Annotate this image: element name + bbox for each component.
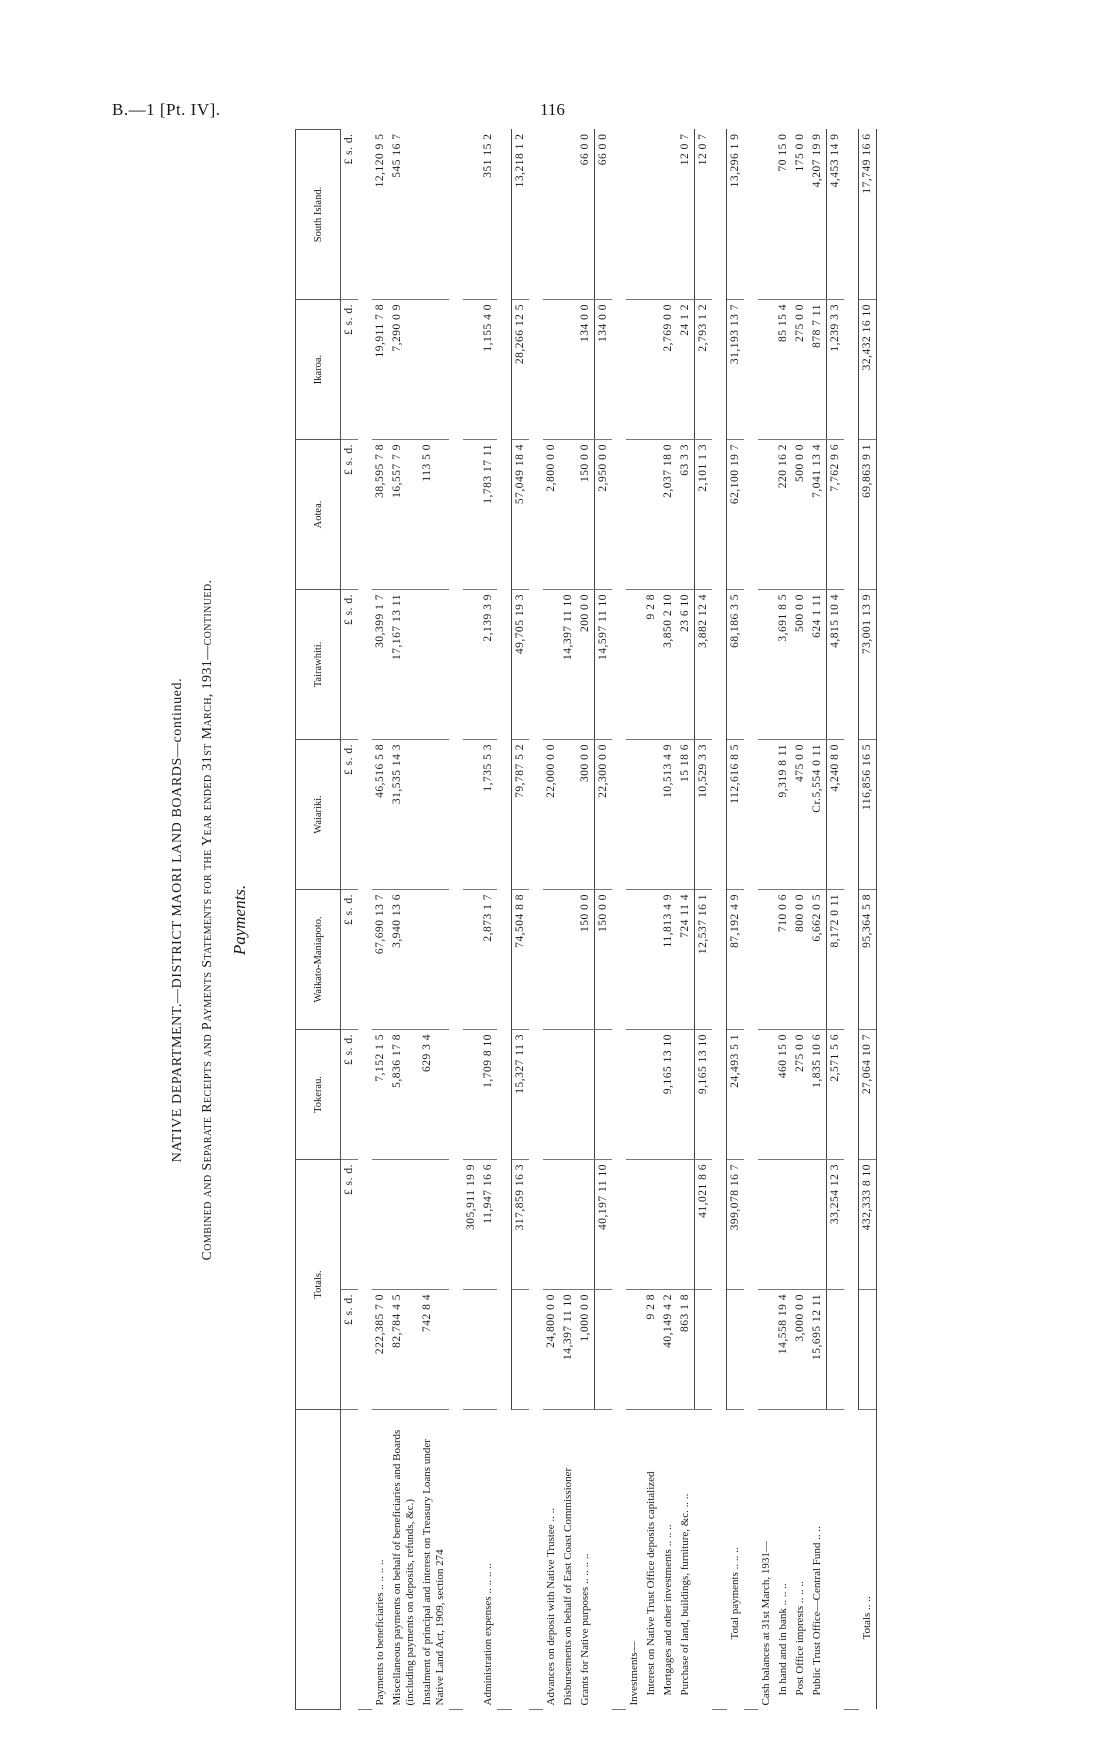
cell-ikaroa: 28,266 12 5 (512, 299, 530, 439)
cell-tot2 (758, 1159, 775, 1289)
cell-tairawhiti: £ s. d. (341, 589, 359, 739)
cell-tot1 (626, 1290, 643, 1410)
cell-ikaroa: 275 0 0 (792, 299, 809, 439)
cell-aotea: 7,762 9 6 (827, 439, 845, 589)
cell-ikaroa: 2,793 1 2 (695, 299, 713, 439)
cell-ikaroa (643, 299, 660, 439)
cell-ikaroa: £ s. d. (341, 299, 359, 439)
row-label: Payments to beneficiaries .. .. .. .. (374, 1559, 386, 1706)
cell-ikaroa: 19,911 7 8 (372, 299, 389, 439)
row-spacer (612, 129, 626, 1709)
cell-tairawhiti: 68,186 3 5 (727, 589, 745, 739)
table-row (727, 129, 745, 1709)
cell-tokerau: 1,709 8 10 (480, 1029, 497, 1159)
cell-waikato (626, 889, 643, 1029)
cell-waiariki: 10,529 3 3 (695, 739, 713, 889)
statement-title: Combined and Separate Receipts and Payments Statements for the Year ended 31st March, 1931—continued. (200, 579, 215, 1261)
table-row (512, 129, 530, 1709)
cell-tot1: 742 8 4 (419, 1290, 449, 1410)
cell-waiariki: 116,856 16 5 (859, 739, 877, 889)
table-row (560, 129, 577, 1709)
cell-tot2: £ s. d. (341, 1159, 359, 1289)
cell-south (660, 129, 677, 299)
document-reference: B.—1 [Pt. IV]. (112, 100, 221, 119)
cell-waikato: 67,690 13 7 (372, 889, 389, 1029)
cell-south: 13,296 1 9 (727, 129, 745, 299)
cell-aotea: 16,557 7 9 (389, 439, 419, 589)
cell-aotea: 113 5 0 (419, 439, 449, 589)
cell-tokerau: 5,836 17 8 (389, 1029, 419, 1159)
cell-aotea (643, 439, 660, 589)
table-row (389, 129, 419, 1709)
cell-ikaroa: 2,769 0 0 (660, 299, 677, 439)
cell-aotea: 2,800 0 0 (543, 439, 560, 589)
row-label (595, 1410, 613, 1710)
cell-tot1: 3,000 0 0 (792, 1290, 809, 1410)
cell-tot2: 33,254 12 3 (827, 1159, 845, 1289)
cell-aotea: 62,100 19 7 (727, 439, 745, 589)
cell-tairawhiti (419, 589, 449, 739)
cell-waiariki (419, 739, 449, 889)
table-row (859, 129, 877, 1709)
cell-tot2: 41,021 8 6 (695, 1159, 713, 1289)
row-label: Disbursements on behalf of East Coast Commissioner (562, 1467, 574, 1706)
cell-waikato: 150 0 0 (577, 889, 595, 1029)
cell-waikato: 150 0 0 (595, 889, 613, 1029)
cell-tokerau: 460 15 0 (775, 1029, 792, 1159)
cell-tot1: 9 2 8 (643, 1290, 660, 1410)
cell-aotea: 7,041 13 4 (809, 439, 827, 589)
cell-waiariki: 4,240 8 0 (827, 739, 845, 889)
cell-ikaroa: 134 0 0 (577, 299, 595, 439)
row-label: In hand and in bank .. .. .. (777, 1583, 789, 1696)
cell-tokerau (643, 1029, 660, 1159)
row-label: Miscellaneous payments on behalf of beneficiaries and Boards (including payments on deposits, refunds, &c.) (391, 1429, 416, 1706)
row-label: Post Office imprests .. .. .. (794, 1581, 806, 1696)
cell-tokerau (560, 1029, 577, 1159)
cell-waikato (543, 889, 560, 1029)
cell-tairawhiti: 2,139 3 9 (480, 589, 497, 739)
statement-titles (170, 130, 256, 1710)
cell-aotea: 150 0 0 (577, 439, 595, 589)
cell-tokerau: 15,327 11 3 (512, 1029, 530, 1159)
cell-ikaroa (560, 299, 577, 439)
cell-tot1: 1,000 0 0 (577, 1290, 595, 1410)
cell-waikato: 3,940 13 6 (389, 889, 419, 1029)
cell-ikaroa: 134 0 0 (595, 299, 613, 439)
cell-aotea: 57,049 18 4 (512, 439, 530, 589)
cell-tokerau: £ s. d. (341, 1029, 359, 1159)
cell-ikaroa: 24 1 2 (677, 299, 695, 439)
cell-tot1: 40,149 4 2 (660, 1290, 677, 1410)
row-label: Grants for Native purposes .. .. .. .. (579, 1553, 591, 1706)
row-label: Investments— (628, 1641, 640, 1706)
cell-aotea (560, 439, 577, 589)
cell-waiariki (758, 739, 775, 889)
cell-waiariki (626, 739, 643, 889)
table-row (595, 129, 613, 1709)
row-label (827, 1410, 845, 1710)
cell-tot2 (389, 1159, 419, 1289)
cell-waikato (758, 889, 775, 1029)
cell-south (463, 129, 480, 299)
cell-ikaroa (463, 299, 480, 439)
row-label: Total payments .. .. .. (728, 1547, 741, 1640)
cell-tot1 (727, 1290, 745, 1410)
row-label (695, 1410, 713, 1710)
row-label: Administration expenses .. .. .. .. (482, 1563, 494, 1706)
cell-tot1: 222,385 7 0 (372, 1290, 389, 1410)
cell-waikato (560, 889, 577, 1029)
cell-tot2 (560, 1159, 577, 1289)
cell-aotea: 2,037 18 0 (660, 439, 677, 589)
cell-tot2 (626, 1159, 643, 1289)
row-label (463, 1410, 480, 1710)
cell-tot2 (419, 1159, 449, 1289)
header-aotea: Aotea. (296, 439, 341, 589)
row-label: Purchase of land, buildings, furniture, &c. .. .. (679, 1493, 691, 1696)
cell-tairawhiti: 3,850 2 10 (660, 589, 677, 739)
cell-south: 70 15 0 (775, 129, 792, 299)
cell-south: 12 0 7 (695, 129, 713, 299)
cell-tot1 (758, 1290, 775, 1410)
cell-tairawhiti: 30,399 1 7 (372, 589, 389, 739)
cell-ikaroa (758, 299, 775, 439)
section-title: Payments. (230, 884, 249, 956)
cell-south: £ s. d. (341, 129, 359, 299)
row-label: Mortgages and other investments .. .. .. (662, 1524, 674, 1696)
header-tairawhiti: Tairawhiti. (296, 589, 341, 739)
cell-tairawhiti: 14,397 11 10 (560, 589, 577, 739)
row-label: Interest on Native Trust Office deposits capitalized (645, 1471, 657, 1696)
cell-tokerau: 275 0 0 (792, 1029, 809, 1159)
row-spacer (497, 129, 512, 1709)
cell-tot1 (512, 1290, 530, 1410)
cell-aotea: 2,101 1 3 (695, 439, 713, 589)
cell-tokerau (758, 1029, 775, 1159)
cell-south (560, 129, 577, 299)
table-row (758, 129, 775, 1709)
spacer-cell (844, 129, 859, 1709)
table-row (480, 129, 497, 1709)
cell-tot1: 24,800 0 0 (543, 1290, 560, 1410)
row-label: Cash balances at 31st March, 1931— (760, 1541, 772, 1706)
payments-table (295, 129, 877, 1710)
header-description (296, 1410, 341, 1710)
cell-waikato: 74,504 8 8 (512, 889, 530, 1029)
cell-south (419, 129, 449, 299)
cell-tairawhiti: 3,882 12 4 (695, 589, 713, 739)
cell-tot2 (792, 1159, 809, 1289)
cell-waikato: £ s. d. (341, 889, 359, 1029)
cell-waiariki: 475 0 0 (792, 739, 809, 889)
spacer-cell (449, 129, 463, 1709)
table-row (626, 129, 643, 1709)
cell-waikato (463, 889, 480, 1029)
cell-waiariki: 31,535 14 3 (389, 739, 419, 889)
cell-tot2 (543, 1159, 560, 1289)
cell-south: 4,453 14 9 (827, 129, 845, 299)
cell-ikaroa: 878 7 11 (809, 299, 827, 439)
header-waikato-maniapoto: Waikato-Maniapoto. (296, 889, 341, 1029)
cell-tot1 (595, 1290, 613, 1410)
cell-ikaroa: 31,193 13 7 (727, 299, 745, 439)
cell-aotea: 500 0 0 (792, 439, 809, 589)
cell-tot2 (643, 1159, 660, 1289)
table-row (827, 129, 845, 1709)
cell-south (643, 129, 660, 299)
cell-tot2 (660, 1159, 677, 1289)
cell-ikaroa: 7,290 0 9 (389, 299, 419, 439)
cell-tot2: 432,333 8 10 (859, 1159, 877, 1289)
cell-waikato: 800 0 0 (792, 889, 809, 1029)
rotated-statement (130, 130, 1090, 1710)
cell-south: 66 0 0 (595, 129, 613, 299)
cell-south: 66 0 0 (577, 129, 595, 299)
row-label: Instalment of principal and interest on Treasury Loans under Native Land Act, 1909, section 274 (421, 1439, 446, 1706)
table-row (372, 129, 389, 1709)
row-spacer (529, 129, 543, 1709)
spacer-cell (529, 129, 543, 1709)
row-label: Totals .. .. (859, 1410, 877, 1710)
cell-ikaroa: 1,155 4 0 (480, 299, 497, 439)
cell-tokerau: 629 3 4 (419, 1029, 449, 1159)
cell-south: 4,207 19 9 (809, 129, 827, 299)
cell-ikaroa (626, 299, 643, 439)
cell-tot1: 15,695 12 11 (809, 1290, 827, 1410)
cell-waikato: 12,537 16 1 (695, 889, 713, 1029)
cell-tot1 (463, 1290, 480, 1410)
cell-waiariki: 300 0 0 (577, 739, 595, 889)
cell-tot1: 863 1 8 (677, 1290, 695, 1410)
cell-tot2 (809, 1159, 827, 1289)
spacer-cell (744, 129, 758, 1709)
cell-aotea: 220 16 2 (775, 439, 792, 589)
cell-waikato: 2,873 1 7 (480, 889, 497, 1029)
cell-aotea: 69,863 9 1 (859, 439, 877, 589)
cell-tokerau: 1,835 10 6 (809, 1029, 827, 1159)
cell-tairawhiti: 9 2 8 (643, 589, 660, 739)
cell-ikaroa (543, 299, 560, 439)
cell-tokerau (626, 1029, 643, 1159)
cell-aotea: £ s. d. (341, 439, 359, 589)
cell-tot2: 317,859 16 3 (512, 1159, 530, 1289)
cell-south: 175 0 0 (792, 129, 809, 299)
cell-south: 545 16 7 (389, 129, 419, 299)
row-label: Advances on deposit with Native Trustee .. .. (545, 1507, 557, 1706)
cell-tot1: 14,397 11 10 (560, 1290, 577, 1410)
cell-tot2: 11,947 16 6 (480, 1159, 497, 1289)
cell-tokerau: 27,064 10 7 (859, 1029, 877, 1159)
row-label (341, 1410, 359, 1710)
cell-tot2: 399,078 16 7 (727, 1159, 745, 1289)
cell-ikaroa: 1,239 3 3 (827, 299, 845, 439)
cell-waikato: 6,662 0 5 (809, 889, 827, 1029)
cell-tairawhiti (543, 589, 560, 739)
cell-aotea: 38,595 7 8 (372, 439, 389, 589)
header-tokerau: Tokerau. (296, 1029, 341, 1159)
cell-south: 351 15 2 (480, 129, 497, 299)
cell-waiariki: 15 18 6 (677, 739, 695, 889)
cell-tot2 (372, 1159, 389, 1289)
cell-waiariki: £ s. d. (341, 739, 359, 889)
header-ikaroa: Ikaroa. (296, 299, 341, 439)
cell-tairawhiti: 23 6 10 (677, 589, 695, 739)
cell-waiariki (463, 739, 480, 889)
row-spacer (744, 129, 758, 1709)
cell-tokerau: 24,493 5 1 (727, 1029, 745, 1159)
cell-tot1 (859, 1290, 877, 1410)
cell-tairawhiti: 17,167 13 11 (389, 589, 419, 739)
cell-waiariki (560, 739, 577, 889)
table-row (543, 129, 560, 1709)
cell-south (543, 129, 560, 299)
cell-tot1: 82,784 4 5 (389, 1290, 419, 1410)
cell-tairawhiti: 500 0 0 (792, 589, 809, 739)
cell-waiariki: 46,516 5 8 (372, 739, 389, 889)
table-row (775, 129, 792, 1709)
cell-tairawhiti: 73,001 13 9 (859, 589, 877, 739)
cell-waikato: 710 0 6 (775, 889, 792, 1029)
row-spacer (844, 129, 859, 1709)
cell-south (626, 129, 643, 299)
cell-south: 12 0 7 (677, 129, 695, 299)
cell-waiariki: 1,735 5 3 (480, 739, 497, 889)
cell-tokerau: 9,165 13 10 (660, 1029, 677, 1159)
table-row (660, 129, 677, 1709)
cell-waiariki: 79,787 5 2 (512, 739, 530, 889)
cell-aotea: 2,950 0 0 (595, 439, 613, 589)
row-label (512, 1410, 530, 1710)
cell-waikato (419, 889, 449, 1029)
header-totals: Totals. (296, 1159, 341, 1409)
cell-tot2: 40,197 11 10 (595, 1159, 613, 1289)
cell-tokerau: 7,152 1 5 (372, 1029, 389, 1159)
cell-waiariki: 22,300 0 0 (595, 739, 613, 889)
spacer-cell (358, 129, 372, 1709)
spacer-cell (497, 129, 512, 1709)
cell-tokerau (677, 1029, 695, 1159)
cell-ikaroa: 85 15 4 (775, 299, 792, 439)
cell-tairawhiti (463, 589, 480, 739)
cell-tairawhiti: 4,815 10 4 (827, 589, 845, 739)
page-header (0, 0, 1114, 140)
column-headers (296, 129, 341, 1709)
table-row (792, 129, 809, 1709)
table-row (463, 129, 480, 1709)
table-body (341, 129, 877, 1709)
cell-tot1 (480, 1290, 497, 1410)
cell-aotea (626, 439, 643, 589)
cell-tairawhiti: 3,691 8 5 (775, 589, 792, 739)
cell-waiariki: 10,513 4 9 (660, 739, 677, 889)
spacer-cell (712, 129, 727, 1709)
cell-tairawhiti: 14,597 11 10 (595, 589, 613, 739)
cell-waikato: 11,813 4 9 (660, 889, 677, 1029)
cell-waiariki: 9,319 8 11 (775, 739, 792, 889)
cell-tot1 (695, 1290, 713, 1410)
table-row (695, 129, 713, 1709)
cell-south: 17,749 16 6 (859, 129, 877, 299)
cell-waikato (643, 889, 660, 1029)
cell-tokerau (463, 1029, 480, 1159)
cell-tot1 (827, 1290, 845, 1410)
table-row (677, 129, 695, 1709)
cell-aotea (463, 439, 480, 589)
row-spacer (449, 129, 463, 1709)
cell-ikaroa: 32,432 16 10 (859, 299, 877, 439)
cell-tairawhiti: 624 1 11 (809, 589, 827, 739)
cell-tot2 (577, 1159, 595, 1289)
cell-waiariki (643, 739, 660, 889)
cell-south: 13,218 1 2 (512, 129, 530, 299)
cell-tairawhiti: 49,705 19 3 (512, 589, 530, 739)
cell-tokerau (577, 1029, 595, 1159)
table-row (809, 129, 827, 1709)
cell-tairawhiti: 200 0 0 (577, 589, 595, 739)
cell-tokerau: 9,165 13 10 (695, 1029, 713, 1159)
cell-waikato: 95,364 5 8 (859, 889, 877, 1029)
cell-waiariki: Cr.5,554 0 11 (809, 739, 827, 889)
cell-tairawhiti (758, 589, 775, 739)
cell-ikaroa (419, 299, 449, 439)
department-title: NATIVE DEPARTMENT.—DISTRICT MAORI LAND BOARDS—continued. (170, 677, 185, 1163)
row-spacer (358, 129, 372, 1709)
table-row (341, 129, 359, 1709)
header-waiariki: Waiariki. (296, 739, 341, 889)
cell-aotea: 1,783 17 11 (480, 439, 497, 589)
page-number: 116 (540, 100, 565, 119)
cell-south: 12,120 9 5 (372, 129, 389, 299)
cell-waikato: 8,172 0 11 (827, 889, 845, 1029)
spacer-cell (612, 129, 626, 1709)
cell-tokerau: 2,571 5 6 (827, 1029, 845, 1159)
cell-waikato: 724 11 4 (677, 889, 695, 1029)
cell-tot2 (775, 1159, 792, 1289)
cell-aotea (758, 439, 775, 589)
cell-tot1: 14,558 19 4 (775, 1290, 792, 1410)
table-row (577, 129, 595, 1709)
header-south-island: South Island. (296, 129, 341, 299)
row-label: Public Trust Office—Central Fund .. .. (811, 1526, 823, 1696)
cell-tot2: 305,911 19 9 (463, 1159, 480, 1289)
cell-waiariki: 22,000 0 0 (543, 739, 560, 889)
cell-waiariki: 112,616 8 5 (727, 739, 745, 889)
cell-tokerau (595, 1029, 613, 1159)
cell-aotea: 63 3 3 (677, 439, 695, 589)
table-row (643, 129, 660, 1709)
cell-tairawhiti (626, 589, 643, 739)
cell-waikato: 87,192 4 9 (727, 889, 745, 1029)
table-row (419, 129, 449, 1709)
cell-tot1: £ s. d. (341, 1290, 359, 1410)
cell-tokerau (543, 1029, 560, 1159)
row-spacer (712, 129, 727, 1709)
cell-south (758, 129, 775, 299)
cell-tot2 (677, 1159, 695, 1289)
